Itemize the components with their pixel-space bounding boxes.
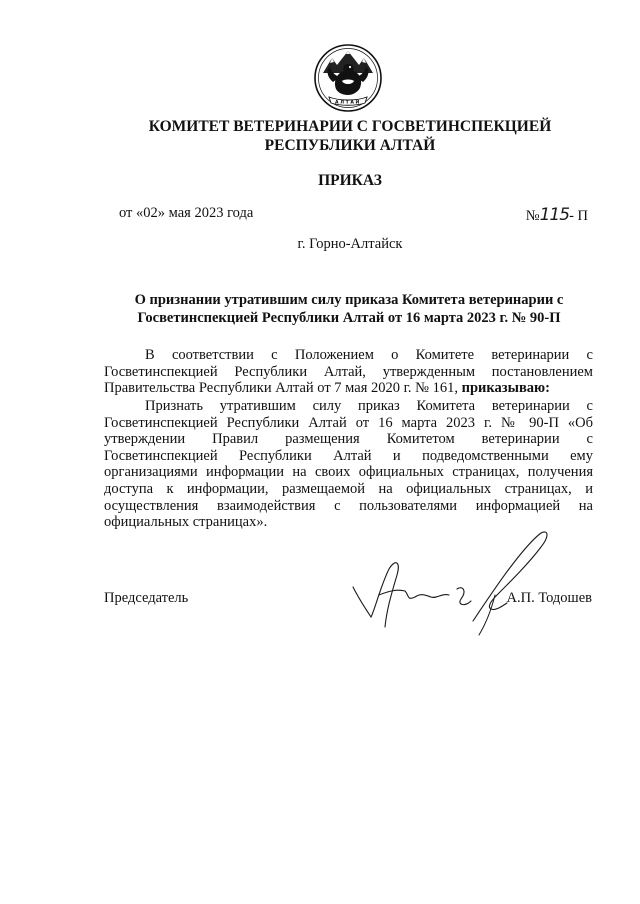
organization-title-line1: КОМИТЕТ ВЕТЕРИНАРИИ С ГОСВЕТИНСПЕКЦИЕЙ xyxy=(148,118,552,135)
order-date: от «02» мая 2023 года xyxy=(119,205,254,221)
organization-title-line2: РЕСПУБЛИКИ АЛТАЙ xyxy=(264,137,436,154)
signatory-position: Председатель xyxy=(104,590,189,606)
order-subject xyxy=(104,291,594,327)
body-paragraph-basis xyxy=(104,347,593,397)
order-subject-line2: Госветинспекцией Республики Алтай от 16 марта 2023 г. № 90-П xyxy=(137,310,561,326)
city: г. Горно-Алтайск xyxy=(297,236,403,252)
order-directive: приказываю: xyxy=(461,380,550,397)
organization-title xyxy=(100,117,600,155)
order-subject-line1: О признании утратившим силу приказа Комитета ветеринарии с xyxy=(134,292,564,308)
handwritten-signature xyxy=(345,525,565,645)
order-number-prefix: № xyxy=(525,208,540,224)
body-paragraph-order: Признать утратившим силу приказ Комитета ветеринарии с Госветинспекцией Республики Алтай от 16 марта 2023 г. № 90-П «Об утверждении Правил размещения Комитетом ветеринарии с Госветинспекцией Республики Алтай и подведомственными ему организациями информации на своих официальных страницах, получения доступа к информации, размещаемой на официальных страницах, и осуществления взаимодействия с пользователями информацией на официальных страницах». xyxy=(104,398,593,531)
signatory-name: А.П. Тодошев xyxy=(506,590,592,606)
coat-of-arms-icon xyxy=(313,43,383,113)
basis-text: В соответствии с Положением о Комитете ветеринарии с Госветинспекцией Республики Алтай, утвержденным постановлением Правительства Республики Алтай от 7 мая 2020 г. № 161, xyxy=(104,347,593,397)
order-number xyxy=(526,205,588,225)
emblem-ribbon-text: АЛТАЙ xyxy=(335,100,361,106)
document-type: ПРИКАЗ xyxy=(318,172,382,189)
order-number-suffix: - П xyxy=(569,208,588,224)
order-number-handwritten: 115 xyxy=(539,205,570,225)
